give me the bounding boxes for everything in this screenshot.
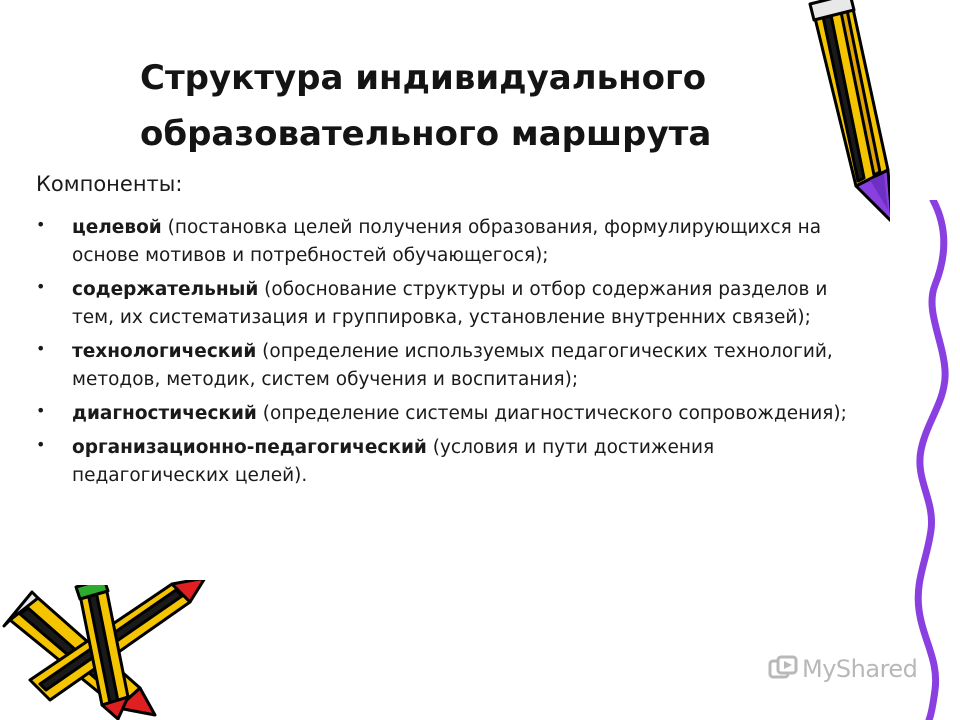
- title-line-1: Структура индивидуального: [140, 58, 707, 98]
- watermark-text: MyShared: [802, 655, 918, 683]
- myshared-logo-icon: [768, 655, 798, 683]
- pencil-icon: [800, 0, 890, 230]
- component-term: технологический: [72, 341, 257, 362]
- pencil-icon: [70, 585, 140, 720]
- component-term: диагностический: [72, 403, 257, 424]
- component-description: (определение используемых педагогических технологий, методов, методик, систем обучения и воспитания);: [72, 341, 833, 390]
- component-term: целевой: [72, 217, 162, 238]
- component-description: (условия и пути достижения педагогических целей).: [72, 437, 715, 486]
- components-heading: Компоненты:: [36, 172, 183, 196]
- list-item: [36, 276, 856, 332]
- component-description: (определение системы диагностического сопровождения);: [256, 403, 847, 424]
- bullet: •: [36, 401, 46, 420]
- component-term: содержательный: [72, 279, 259, 300]
- component-description: (постановка целей получения образования, формулирующихся на основе мотивов и потребностей обучающегося);: [72, 217, 822, 266]
- bullet: •: [36, 215, 46, 234]
- page-title: [140, 50, 800, 162]
- bullet: •: [36, 277, 46, 296]
- list-item: [36, 338, 856, 394]
- watermark: [768, 655, 917, 683]
- component-term: организационно-педагогический: [72, 437, 427, 458]
- title-line-2: образовательного маршрута: [140, 114, 712, 154]
- list-item: [36, 434, 856, 490]
- list-item: [36, 400, 856, 428]
- component-description: (обоснование структуры и отбор содержания разделов и тем, их систематизация и группировка, установление внутренних связей);: [72, 279, 828, 328]
- bullet: •: [36, 339, 46, 358]
- components-list: [36, 214, 856, 496]
- bullet: •: [36, 435, 46, 454]
- squiggle-line: [905, 200, 960, 720]
- list-item: [36, 214, 856, 270]
